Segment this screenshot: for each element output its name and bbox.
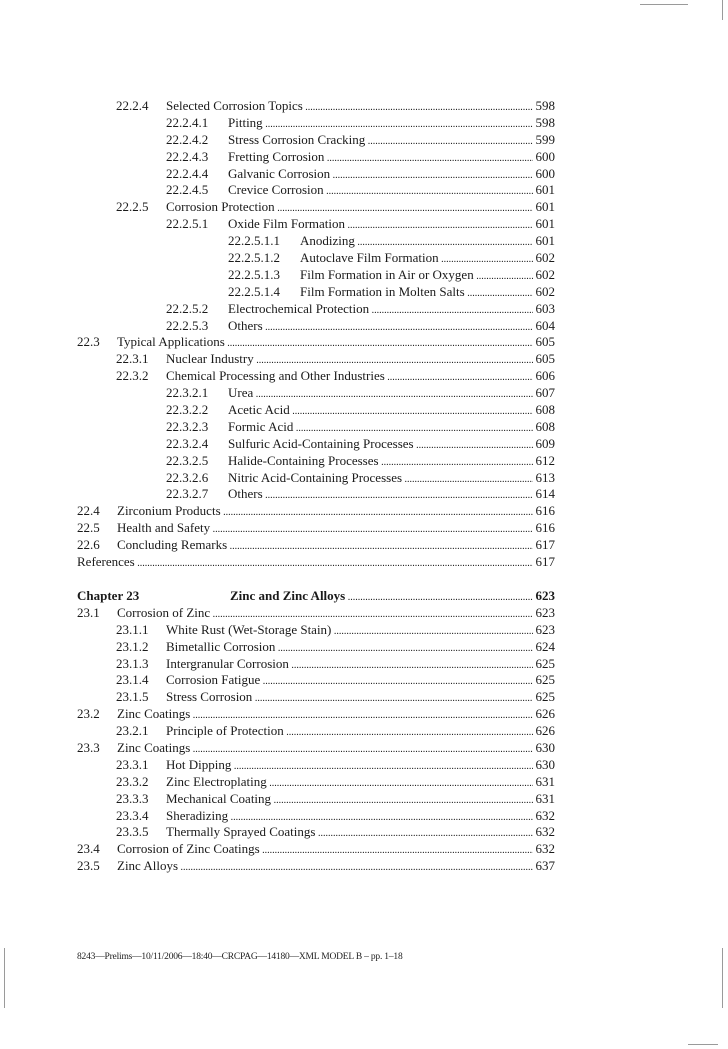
crop-mark-bottom-left — [4, 948, 5, 1008]
toc-entry[interactable] — [0, 250, 728, 267]
crop-mark-bottom-right — [722, 948, 723, 1008]
toc-entry[interactable] — [0, 115, 728, 132]
toc-entry[interactable] — [0, 537, 728, 554]
toc-entry-number: 22.6 — [77, 537, 100, 553]
toc-entry-page: 598 — [535, 114, 555, 130]
toc-entry[interactable] — [0, 216, 728, 233]
toc-entry-page: 604 — [535, 317, 555, 333]
toc-entry-title-text: Nuclear Industry — [166, 351, 254, 367]
toc-entry-title-text: Acetic Acid — [228, 402, 290, 418]
toc-entry-number: 22.2.5.2 — [166, 300, 209, 316]
crop-mark-top-right-vertical — [722, 0, 723, 20]
toc-entry-number: 22.4 — [77, 503, 100, 519]
toc-entry[interactable] — [0, 689, 728, 706]
toc-entry-number: 22.5 — [77, 520, 100, 536]
toc-entry[interactable] — [0, 470, 728, 487]
toc-entry-page: 637 — [535, 858, 555, 874]
toc-entry-number: 23.5 — [77, 858, 100, 874]
toc-entry-number: 23.1.1 — [116, 621, 149, 637]
toc-entry-title-text: Zinc Coatings — [117, 739, 191, 755]
toc-entry-title-text: Sulfuric Acid-Containing Processes — [228, 435, 414, 451]
toc-entry-page: 600 — [535, 165, 555, 181]
toc-entry[interactable] — [0, 132, 728, 149]
toc-entry-title-text: Health and Safety — [117, 520, 211, 536]
toc-entry-page: 602 — [535, 283, 555, 299]
toc-entry-page: 631 — [535, 790, 555, 806]
toc-entry-title-text: Corrosion Protection — [166, 199, 275, 215]
toc-entry[interactable] — [0, 436, 728, 453]
toc-entry-title-text: Autoclave Film Formation — [300, 250, 439, 266]
toc-entry-page: 626 — [535, 723, 555, 739]
toc-entry-number: 22.3.2.7 — [166, 486, 209, 502]
toc-entry-title-text: Stress Corrosion — [166, 689, 253, 705]
toc-entry-number: 22.2.5.3 — [166, 317, 209, 333]
toc-entry-title — [117, 858, 533, 877]
toc-entry[interactable] — [0, 334, 728, 351]
toc-entry-number: 22.2.4.2 — [166, 131, 209, 147]
toc-entry-page: 602 — [535, 250, 555, 266]
toc-entry-number: 22.3.2.6 — [166, 469, 209, 485]
toc-entry-title-text: Principle of Protection — [166, 723, 284, 739]
toc-entry[interactable] — [0, 808, 728, 825]
toc-entry-number: 22.3.1 — [116, 351, 149, 367]
toc-entry[interactable] — [0, 233, 728, 250]
toc-entry-title-text: Corrosion of Zinc — [117, 604, 211, 620]
toc-entry-title — [77, 554, 533, 573]
toc-entry-title-text: Urea — [228, 385, 254, 401]
toc-entry-number: 23.1.3 — [116, 655, 149, 671]
toc-entry-title-text: Others — [228, 486, 263, 502]
toc-entry-page: 600 — [535, 148, 555, 164]
toc-entry[interactable] — [0, 520, 728, 537]
toc-entry-page: 616 — [535, 503, 555, 519]
toc-entry[interactable] — [0, 723, 728, 740]
toc-entry-page: 632 — [535, 841, 555, 857]
toc-entry[interactable] — [0, 757, 728, 774]
toc-entry[interactable] — [0, 267, 728, 284]
toc-entry[interactable] — [0, 166, 728, 183]
toc-entry[interactable] — [0, 368, 728, 385]
toc-entry-number: 23.2 — [77, 706, 100, 722]
table-of-contents — [0, 98, 728, 875]
toc-entry-number: 22.2.5.1.4 — [228, 283, 280, 299]
toc-entry-number: 22.2.4.4 — [166, 165, 209, 181]
toc-entry-number: 22.3.2.1 — [166, 385, 209, 401]
toc-entry[interactable] — [0, 824, 728, 841]
toc-entry-page: 617 — [535, 537, 555, 553]
crop-mark-top-right — [640, 4, 688, 5]
toc-entry-number: 22.2.4.5 — [166, 182, 209, 198]
toc-entry[interactable] — [0, 182, 728, 199]
toc-entry[interactable] — [0, 622, 728, 639]
toc-entry[interactable] — [0, 656, 728, 673]
toc-entry-title-text: Others — [228, 317, 263, 333]
toc-entry[interactable] — [0, 149, 728, 166]
chapter-entry[interactable] — [0, 588, 728, 605]
toc-entry-title-text: Fretting Corrosion — [228, 148, 325, 164]
toc-entry-title-text: Bimetallic Corrosion — [166, 638, 276, 654]
toc-entry-page: 606 — [535, 368, 555, 384]
toc-entry-number: 23.3.5 — [116, 824, 149, 840]
toc-entry-number: 23.3.3 — [116, 790, 149, 806]
toc-entry-title-text: Mechanical Coating — [166, 790, 272, 806]
toc-entry-number: 23.3.2 — [116, 773, 149, 789]
toc-entry-title-text: Electrochemical Protection — [228, 300, 370, 316]
toc-entry[interactable] — [0, 453, 728, 470]
toc-entry-title-text: Film Formation in Air or Oxygen — [300, 266, 474, 282]
toc-entry-title-text: Corrosion of Zinc Coatings — [117, 841, 260, 857]
toc-entry-title-text: Zinc Alloys — [117, 858, 179, 874]
toc-entry-page: 624 — [535, 638, 555, 654]
toc-entry-page: 626 — [535, 706, 555, 722]
toc-entry-number: 22.2.5.1.1 — [228, 233, 280, 249]
toc-entry[interactable] — [0, 672, 728, 689]
toc-entry-title-text: Hot Dipping — [166, 756, 232, 772]
toc-entry-title-text: Oxide Film Formation — [228, 216, 345, 232]
toc-entry-number: 22.3.2.4 — [166, 435, 209, 451]
toc-entry-number: 22.3.2.3 — [166, 418, 209, 434]
toc-entry-page: 623 — [535, 604, 555, 620]
toc-entry-number: 22.3.2 — [116, 368, 149, 384]
toc-entry-page: 602 — [535, 266, 555, 282]
toc-entry[interactable] — [0, 858, 728, 875]
toc-entry[interactable] — [0, 318, 728, 335]
toc-entry-page: 608 — [535, 402, 555, 418]
toc-entry[interactable] — [0, 706, 728, 723]
toc-entry-page: 608 — [535, 418, 555, 434]
toc-entry[interactable] — [0, 385, 728, 402]
toc-entry-title-text: Zinc Coatings — [117, 706, 191, 722]
toc-entry-number: 23.1.2 — [116, 638, 149, 654]
toc-entry-page: 607 — [535, 385, 555, 401]
toc-entry[interactable] — [0, 740, 728, 757]
toc-entry-title-text: Selected Corrosion Topics — [166, 98, 303, 113]
toc-entry-page: 609 — [535, 435, 555, 451]
toc-entry-number: 22.3 — [77, 334, 100, 350]
toc-entry-title-text: Chemical Processing and Other Industries — [166, 368, 385, 384]
toc-entry-number: 23.4 — [77, 841, 100, 857]
toc-entry-page: 614 — [535, 486, 555, 502]
toc-entry-page: 598 — [535, 98, 555, 113]
toc-entry-title-text: Intergranular Corrosion — [166, 655, 289, 671]
toc-entry-page: 601 — [535, 182, 555, 198]
section-gap — [0, 571, 728, 588]
toc-entry-page: 625 — [535, 655, 555, 671]
toc-entry-title-text: Anodizing — [300, 233, 355, 249]
toc-entry-title-text: Halide-Containing Processes — [228, 452, 379, 468]
toc-entry[interactable] — [0, 301, 728, 318]
toc-entry-page: 601 — [535, 216, 555, 232]
toc-entry-page: 617 — [535, 554, 555, 570]
page-footer: 8243—Prelims—10/11/2006—18:40—CRCPAG—14180—XML MODEL B – pp. 1–18 — [77, 952, 403, 962]
toc-entry[interactable] — [0, 402, 728, 419]
toc-entry-page: 623 — [535, 587, 555, 603]
toc-entry-number: 22.3.2.2 — [166, 402, 209, 418]
toc-entry-page: 616 — [535, 520, 555, 536]
crop-mark-bottom-right-horizontal — [688, 1044, 718, 1045]
toc-entry[interactable] — [0, 791, 728, 808]
toc-entry-number: 22.2.5.1.3 — [228, 266, 280, 282]
toc-entry-title-text: Zinc and Zinc Alloys — [230, 587, 346, 603]
toc-entry-title-text: Film Formation in Molten Salts — [300, 283, 465, 299]
toc-entry-title-text: Thermally Sprayed Coatings — [166, 824, 316, 840]
toc-entry-title-text: Galvanic Corrosion — [228, 165, 331, 181]
toc-entry-number: 23.2.1 — [116, 723, 149, 739]
toc-entry-title-text: Zirconium Products — [117, 503, 221, 519]
toc-entry-number: 22.2.5 — [116, 199, 149, 215]
toc-entry-title-text: Crevice Corrosion — [228, 182, 324, 198]
toc-entry-number: 23.3.1 — [116, 756, 149, 772]
toc-entry-number: 22.2.4.1 — [166, 114, 209, 130]
toc-entry-title-text: Corrosion Fatigue — [166, 672, 261, 688]
toc-entry-number: 23.1.4 — [116, 672, 149, 688]
toc-entry[interactable] — [0, 554, 728, 571]
toc-entry-page: 632 — [535, 807, 555, 823]
toc-entry[interactable] — [0, 774, 728, 791]
toc-entry[interactable] — [0, 639, 728, 656]
toc-entry-page: 613 — [535, 469, 555, 485]
toc-entry[interactable] — [0, 503, 728, 520]
toc-entry-page: 599 — [535, 131, 555, 147]
toc-entry-title-text: References — [77, 554, 135, 570]
toc-entry-page: 601 — [535, 233, 555, 249]
toc-entry-number: 22.2.4.3 — [166, 148, 209, 164]
toc-entry-title-text: Typical Applications — [117, 334, 225, 350]
toc-entry[interactable] — [0, 419, 728, 436]
toc-entry-title-text: Nitric Acid-Containing Processes — [228, 469, 403, 485]
toc-entry[interactable] — [0, 841, 728, 858]
toc-entry-number: 23.3 — [77, 739, 100, 755]
toc-entry-page: 631 — [535, 773, 555, 789]
toc-entry[interactable] — [0, 486, 728, 503]
toc-entry-title-text: Formic Acid — [228, 418, 294, 434]
toc-entry-page: 603 — [535, 300, 555, 316]
toc-entry-number: 22.2.4 — [116, 98, 149, 113]
toc-entry-title-text: Stress Corrosion Cracking — [228, 131, 366, 147]
toc-entry-page: 625 — [535, 689, 555, 705]
toc-entry-title-text: Concluding Remarks — [117, 537, 228, 553]
toc-entry-number: 23.1 — [77, 604, 100, 620]
toc-entry-page: 601 — [535, 199, 555, 215]
toc-entry[interactable] — [0, 284, 728, 301]
toc-entry-number: Chapter 23 — [77, 587, 140, 603]
toc-entry-page: 605 — [535, 334, 555, 350]
toc-entry-number: 22.2.5.1 — [166, 216, 209, 232]
toc-entry-number: 22.2.5.1.2 — [228, 250, 280, 266]
toc-entry-number: 22.3.2.5 — [166, 452, 209, 468]
toc-entry-number: 23.3.4 — [116, 807, 149, 823]
toc-entry-page: 623 — [535, 621, 555, 637]
toc-entry-title-text: White Rust (Wet-Storage Stain) — [166, 621, 332, 637]
toc-entry[interactable] — [0, 351, 728, 368]
toc-entry-page: 625 — [535, 672, 555, 688]
toc-entry[interactable] — [0, 199, 728, 216]
toc-entry-page: 632 — [535, 824, 555, 840]
toc-entry-title-text: Zinc Electroplating — [166, 773, 267, 789]
toc-entry-page: 630 — [535, 756, 555, 772]
toc-entry[interactable] — [0, 605, 728, 622]
toc-entry[interactable] — [0, 98, 728, 115]
toc-entry-page: 605 — [535, 351, 555, 367]
toc-entry-number: 23.1.5 — [116, 689, 149, 705]
toc-entry-page: 630 — [535, 739, 555, 755]
toc-entry-title-text: Pitting — [228, 114, 263, 130]
toc-entry-title-text: Sheradizing — [166, 807, 229, 823]
toc-entry-page: 612 — [535, 452, 555, 468]
